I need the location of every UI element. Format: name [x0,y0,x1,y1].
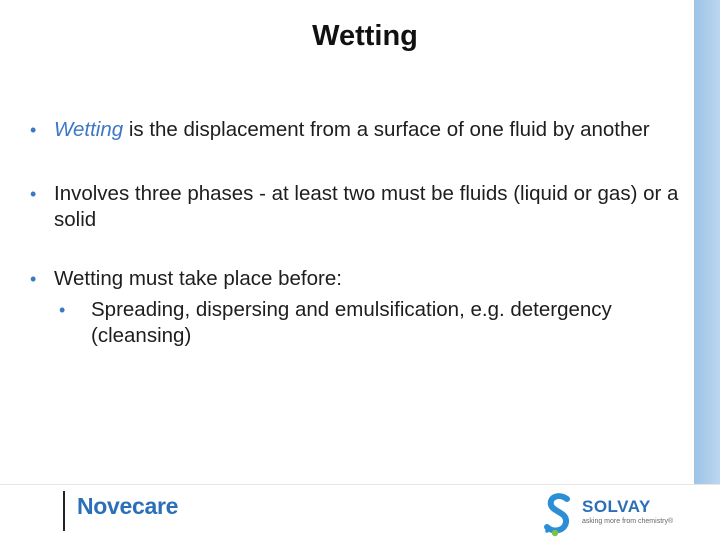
bullet-text: Involves three phases - at least two must be fluids (liquid or gas) or a solid [54,182,679,231]
novecare-logo: Novecare [77,493,179,519]
side-accent-strip [694,0,720,484]
bullet-dot-icon: • [30,184,37,204]
bullet-text: is the displacement from a surface of one fluid by another [123,118,650,141]
slide-body [30,117,680,349]
bullet-dot-icon: • [30,120,37,140]
bullet-item [30,117,680,143]
slide-title: Wetting [312,20,418,52]
sub-bullet-text: Spreading, dispersing and emulsification, e.g. detergency (cleansing) [91,298,612,347]
bullet-dot-icon: • [59,300,66,320]
emphasis-term: Wetting [54,118,124,141]
bullet-text: Wetting must take place before: [54,267,342,290]
bullet-item [30,181,680,233]
solvay-wordmark: SOLVAY [582,497,651,516]
footer-bar [0,484,720,541]
divider [63,491,65,531]
sub-bullet-item [30,297,680,349]
solvay-logo-icon [543,491,575,537]
solvay-tagline: asking more from chemistry® [582,518,674,525]
bullet-dot-icon: • [30,269,37,289]
bullet-item [30,266,680,292]
